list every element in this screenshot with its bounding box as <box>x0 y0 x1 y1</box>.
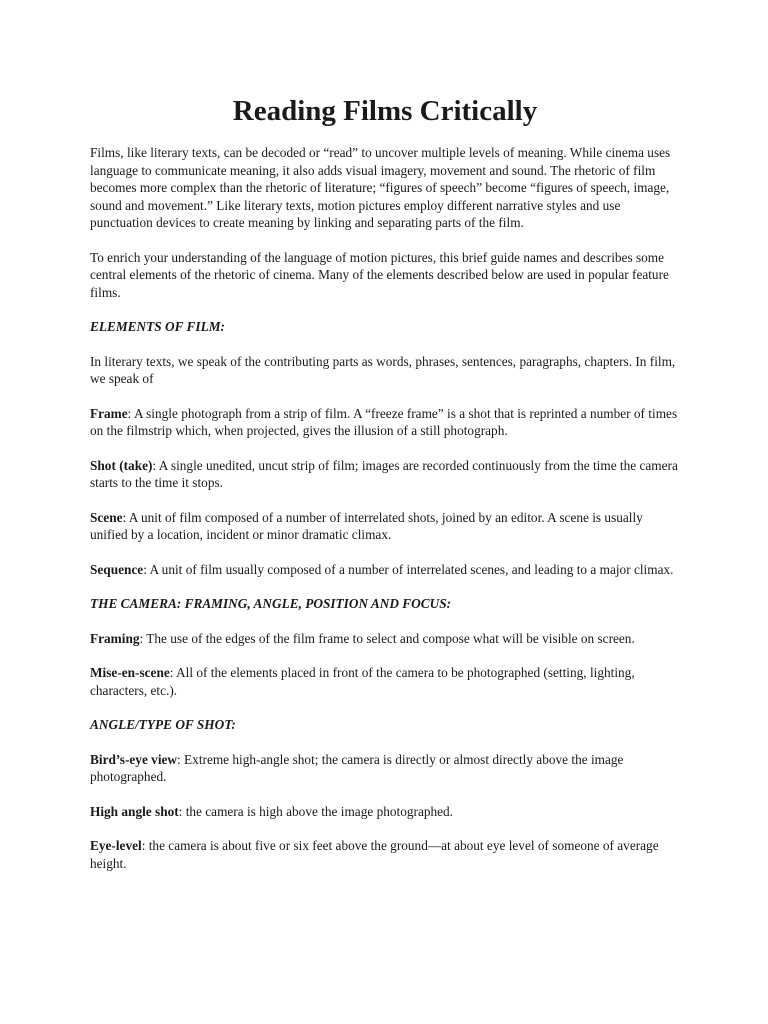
definition: : All of the elements placed in front of the camera to be photographed (setting, lighting, characters, etc.). <box>90 665 635 698</box>
elements-lead-paragraph: In literary texts, we speak of the contributing parts as words, phrases, sentences, paragraphs, chapters. In film, we speak of <box>90 353 676 386</box>
definition: : A single unedited, uncut strip of film; images are recorded continuously from the time the camera starts to the time it stops. <box>90 457 678 490</box>
definition-sequence <box>90 561 680 579</box>
definition: : the camera is about five or six feet above the ground—at about eye level of someone of average height. <box>90 838 659 871</box>
intro-paragraph-2: To enrich your understanding of the language of motion pictures, this brief guide names and describes some central elements of the rhetoric of cinema. Many of the elements described below are used in popular feature films. <box>90 249 669 300</box>
document-title: Reading Films Critically <box>232 95 538 127</box>
intro-paragraph-1: Films, like literary texts, can be decoded or “read” to uncover multiple levels of meaning. While cinema uses language to communicate meaning, it also adds visual imagery, movement and sound. The rhetoric of film becomes more complex than the rhetoric of literature; “figures of speech” become “figures of speech, image, sound and movement.” Like literary texts, motion pictures employ different narrative styles and use punctuation devices to create meaning by linking and separating parts of the film. <box>90 145 671 230</box>
term: Shot (take) <box>90 457 153 473</box>
definition-eye-level <box>90 837 680 872</box>
definition: : A unit of film usually composed of a number of interrelated scenes, and leading to a major climax. <box>143 561 674 577</box>
definition-mise-en-scene <box>90 664 680 699</box>
definition-shot <box>90 457 680 492</box>
definition: : The use of the edges of the film frame to select and compose what will be visible on screen. <box>139 630 635 646</box>
term: Scene <box>90 509 123 525</box>
definition-birds-eye-view <box>90 751 680 786</box>
term: High angle shot <box>90 803 179 819</box>
definition-scene <box>90 509 680 544</box>
term: Sequence <box>90 561 144 577</box>
definition: : Extreme high-angle shot; the camera is directly or almost directly above the image photographed. <box>90 751 624 784</box>
definition-high-angle-shot <box>90 803 680 821</box>
definition-framing <box>90 630 680 648</box>
definition-frame <box>90 405 680 440</box>
term: Bird’s-eye view <box>90 751 178 767</box>
term: Mise-en-scene <box>90 665 170 680</box>
term: Eye-level <box>90 838 142 853</box>
document-body <box>90 144 680 889</box>
section-heading-camera: THE CAMERA: FRAMING, ANGLE, POSITION AND FOCUS: <box>90 596 452 611</box>
term: Frame <box>90 405 128 421</box>
term: Framing <box>90 630 140 646</box>
definition: : the camera is high above the image photographed. <box>178 803 454 819</box>
definition: : A single photograph from a strip of film. A “freeze frame” is a shot that is reprinted a number of times on the filmstrip which, when projected, gives the illusion of a still photograph. <box>90 405 678 438</box>
section-heading-angle: ANGLE/TYPE OF SHOT: <box>90 717 236 732</box>
definition: : A unit of film composed of a number of interrelated shots, joined by an editor. A scene is usually unified by a location, incident or minor dramatic climax. <box>90 509 643 542</box>
section-heading-elements: ELEMENTS OF FILM: <box>90 319 225 334</box>
